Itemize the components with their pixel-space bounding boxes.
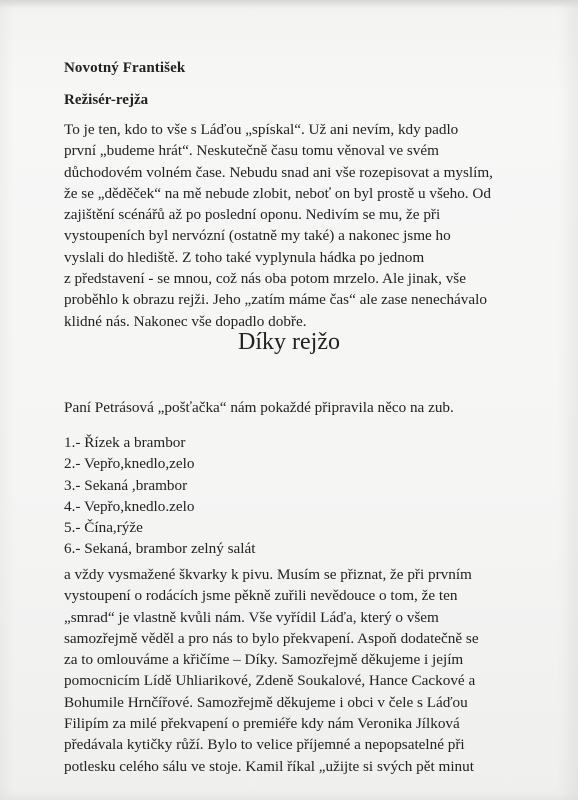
paragraph-director (64, 119, 564, 332)
text-line: vystoupení o rodácích jsme pěkně zuřili nevědouce o tom, že ten (64, 587, 458, 605)
text-line: a vždy vysmažené škvarky k pivu. Musím se přiznat, že při prvním (64, 566, 472, 583)
text-line: první „budeme hrát“. Neskutečně času tomu věnoval ve svém (64, 142, 439, 160)
text-line: Bohumile Hrnčířové. Samozřejmě děkujeme i obci v čele s Láďou (64, 693, 468, 711)
list-item: 1.- Řízek a brambor (64, 434, 186, 451)
text-line: „smrad“ je vlastně kvůli nám. Vše vyřídil Láďa, který o všem (64, 608, 439, 626)
text-line: že se „děděček“ na mě nebude zlobit, neboť on byl prostě u všeho. Od (64, 184, 491, 202)
text-line: klidné nás. Nakonec vše dopadlo dobře. (64, 312, 307, 330)
list-item: 2.- Vepřo,knedlo,zelo (64, 455, 195, 473)
text-line: z představení - se mnou, což nás oba potom mrzelo. Ale jinak, vše (64, 270, 466, 288)
text-line: za to omlouváme a křičíme – Díky. Samozřejmě děkujeme i jejím (64, 651, 464, 669)
text-line: samozřejmě věděl a pro nás to bylo překvapení. Aspoň dodatečně se (64, 629, 479, 647)
page-edge-shadow (0, 0, 578, 8)
author-name: Novotný František (64, 60, 186, 76)
intro-line: Paní Petrásová „pošťačka“ nám pokaždé připravila něco na zub. (64, 399, 454, 416)
text-line: vystoupeních byl nervózní (ostatně my také) a nakonec jsme ho (64, 227, 451, 245)
author-role: Režisér-rejža (64, 92, 149, 108)
list-item: 3.- Sekaná ,brambor (64, 476, 188, 494)
list-item: 6.- Sekaná, brambor zelný salát (64, 540, 256, 558)
text-line: zajištění scénářů až po poslední oponu. Nedivím se mu, že při (64, 206, 441, 224)
text-line: pomocnicím Lídě Uhliarikové, Zdeně Soukalové, Hance Cackové a (64, 672, 476, 690)
text-line: vyslali do hlediště. Z toho také vyplynula hádka po jednom (64, 248, 425, 266)
text-line: To je ten, kdo to vše s Láďou „spískal“. Už ani nevím, kdy padlo (64, 121, 459, 138)
paragraph-thanks (64, 564, 569, 777)
list-item: 5.- Čína,rýže (64, 519, 143, 537)
menu-list (64, 432, 255, 560)
list-item: 4.- Vepřo,knedlo.zelo (64, 497, 195, 515)
text-line: potlesku celého sálu ve stoje. Kamil říkal „užijte si svých pět minut (64, 757, 474, 775)
section-heading: Díky rejžo (238, 329, 340, 355)
text-line: důchodovém volném čase. Nebudu snad ani vše rozepisovat a myslím, (64, 163, 493, 181)
text-line: Filipím za milé překvapení o premiéře kdy nám Veronika Jílková (64, 715, 460, 733)
text-line: proběhlo k obrazu rejži. Jeho „zatím máme čas“ ale zase nenechávalo (64, 291, 487, 309)
text-line: předávala kytičky růží. Bylo to velice příjemné a nepopsatelné při (64, 736, 465, 754)
